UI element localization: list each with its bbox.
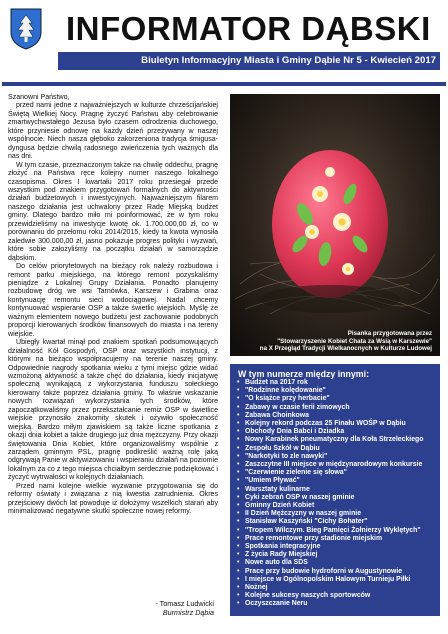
photo-caption: [240, 330, 432, 353]
header-divider: [2, 82, 446, 86]
caption-line: "Stowarzyszenie Kobiet Chata za Wsią w Karszewie": [277, 337, 432, 345]
issue-subtitle: Biuletyn Informacyjny Miasta i Gminy Dąbie Nr 5 - Kwiecień 2017: [141, 55, 436, 66]
contents-item: • II Dzień Mężczyzny w naszej gminie: [236, 510, 436, 518]
contents-item: • Stanisław Kaszyński "Cichy Bohater": [236, 518, 436, 526]
contents-item: • "O książce przy herbacie": [236, 395, 436, 403]
contents-item: • Oczyszczanie Neru: [236, 600, 436, 608]
letter-paragraph: Przed nami kolejne wielkie wyzwanie przygotowania się do reformy oświaty i związana z nią kwestia zatrudnienia. Okres przejściowy dwóch lat powoduje iż dołożymy wszelkich starań aby minimalizować negatywne skutki społeczne nowej reformy.: [8, 482, 218, 516]
contents-title: W tym numerze między innymi:: [238, 369, 369, 379]
contents-item: • Spotkania integracyjne: [236, 543, 436, 551]
letter-paragraph: W tym czasie, przeznaczonym także na chwilę oddechu, pragnę złożyć na Państwa ręce kolejny numer naszego lokalnego czasopisma. Okres I kwartału 2017 roku przesiegał przede wszystkim pod znakiem przygotowań formalnych do aktywności działań budżetowych i inwestycyjnych. Najważniejszym filarem naszego działania jest uchwalony przez Radę Miejską budżet gminy. Dlatego bardzo miło mi poinformować, że w tym roku przewidzieliśmy na inwestycje kwotę ok. 1.700.000,00 zł, co w porównaniu do przełomu roku 2014/2015, kiedy ta kwota wynosiła zaledwie 300.000,00 zł, jasno pokazuje progres polityki i wyzwań, które sobie założyliśmy na początku działań w samorządzie dąbskim.: [8, 161, 218, 262]
contents-item: • Nożnej: [236, 584, 436, 592]
contents-item: • Zabawy w czasie ferii zimowych: [236, 404, 436, 412]
contents-item: • I miejsce w Ogólnopolskim Halowym Turnieju Piłki: [236, 576, 436, 584]
contents-item: • Prace przy budowie hydroforni w Augustynowie: [236, 568, 436, 576]
contents-item: • Zespołu Szkół w Dąbiu: [236, 445, 436, 453]
contents-item: • Zaszczytne III miejsce w międzynarodowym konkursie: [236, 461, 436, 469]
contents-item: • "Rodzinne kolędowanie": [236, 387, 436, 395]
easter-egg-photo: [230, 94, 440, 356]
contents-item: • Zabawa Choinkowa: [236, 412, 436, 420]
caption-line: Pisanka przygotowana przez: [347, 330, 432, 338]
letter-paragraph: przed nami jedne z najważniejszych w kulturze chrześcijańskiej Świętą Wielkiej Nocy. Pragnę życzyć Państwu aby celebrowanie zmartwychwstałego Jezusa było czasem odrodzenia duchowego, które przyniesie odnowę na każdy dzień przeżywany w naszej wspólnocie. Niech nasza głęboko zakorzeniona tradycja śmigusa-dyngusa będzie chwilą radosnego zwieńczenia tych ważnych dla nas dni.: [8, 102, 218, 161]
contents-item: • Gminny Dzień Kobiet: [236, 502, 436, 510]
contents-list: [236, 379, 436, 609]
contents-item: • Nowe auto dla SDS: [236, 559, 436, 567]
table-of-contents-box: [230, 364, 440, 616]
subtitle-bar: [58, 52, 440, 70]
contents-item: • "Narkotyki to zle nawyki": [236, 453, 436, 461]
contents-item: • "Umiem Pływać": [236, 477, 436, 485]
signature-name: - Tomasz Ludwicki: [155, 599, 214, 608]
caption-line: na X Przegląd Tradycji Wielkanocnych w Kulturze Ludowej: [259, 345, 432, 353]
contents-item: • Kolejny rekord podczas 25 Finału WOŚP w Dąbiu: [236, 420, 436, 428]
contents-item: • Obchody Dnia Babci i Dziadka: [236, 428, 436, 436]
contents-item: • Warsztaty kulinarne: [236, 486, 436, 494]
signature: [100, 599, 214, 617]
letter-paragraph: Do celów priorytetowych na bieżący rok należy rozbudowa i remont parku miejskiego, na którego remont pozyskaliśmy pieniądze z Lokalnej Grupy Działania. Ponadto planujemy rozbudowę dróg we wsi Tarnówka, Karszew i Grabina oraz kontynuację remontu sieci wodociągowej. Nadal chcemy kontynuować wspieranie OSP a także świetlic wiejskich. Myślę że ważnym elementem nowego budżetu jest zachowanie podobnych proporcji kierowanych środków finansowych do miasta i na tereny wiejskie.: [8, 263, 218, 338]
newsletter-title: INFORMATOR DĄBSKI: [66, 10, 431, 47]
contents-item: • "Tropem Wilczym. Bieg Pamięci Żołnierzy Wyklętych": [236, 527, 436, 535]
signature-role: Burmistrz Dąbia: [162, 608, 214, 617]
letter-paragraph: Ubiegły kwartał minął pod znakiem spotkań podsumowujących działalność Kół Gospodyń, OSP oraz wszystkich instytucji, z którymi na bieżąco współpracujemy na terenie naszej gminy. Odpowiednie nagrody spotkania wieku z tymi miejsc gdzie widać wzmożoną aktywność a także chęć do działania, kiedy inicjatywę społeczną wynikającą z wykorzystania funduszu sołeckiego kierowany także poprzez działania gminy. To właśnie wskazanie nowych rozwiązań wykorzystania tych środków, które zapoczątkowaliśmy przez przekształcanie remiz OSP w świetlice wiejskie przynosiło znakomity skutek i ożywiło społeczność wiejską. Bardzo miłym zjawiskiem są także liczne spotkania z okazji dnia kobiet a także drugiego już dnia mężczyzny. Przy okazji świętowania Dnia Kobiet, które organizowaliśmy wspólnie z zarządem gminnym PSL, pragnę podkreślić ważną rolę jaką odgrywają Panie w aktywizowaniu i wspieraniu działań na poziomie lokalnym za co z tego miejsca chciałbym serdecznie podziękować i życzyć wytrwałości w kolejnych działaniach.: [8, 339, 218, 482]
contents-item: • Prace remontowe przy stadionie miejskim: [236, 535, 436, 543]
masthead: [0, 0, 448, 88]
contents-item: • "Czerwienie zielenie się słowa": [236, 469, 436, 477]
contents-item: • Cyki zebrań OSP w naszej gminie: [236, 494, 436, 502]
contents-item: • Budżet na 2017 rok: [236, 379, 436, 387]
contents-item: • Kolejne sukcesy naszych sportowców: [236, 592, 436, 600]
letter-greeting: Szanowni Państwo,: [8, 94, 70, 101]
editorial-letter: [8, 94, 218, 517]
coat-of-arms-icon: [10, 8, 42, 50]
contents-item: • Z życia Rady Miejskiej: [236, 551, 436, 559]
contents-item: • Nowy Karabinek pneumatyczny dla Koła Strzeleckiego: [236, 436, 436, 444]
easter-egg-image: [230, 94, 440, 356]
